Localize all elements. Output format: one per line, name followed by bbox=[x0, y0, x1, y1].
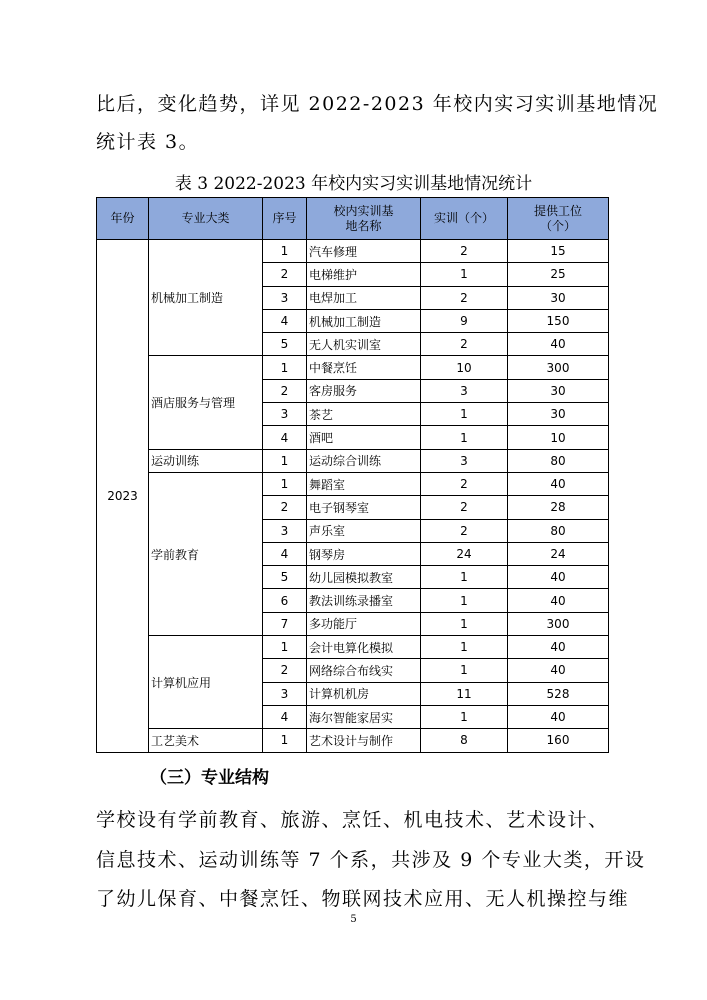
header-category: 专业大类 bbox=[149, 198, 263, 240]
table-row bbox=[97, 636, 609, 659]
seats-cell: 160 bbox=[508, 729, 609, 752]
category-cell: 运动训练 bbox=[149, 449, 263, 472]
index-cell: 1 bbox=[263, 636, 307, 659]
header-seats: 提供工位（个） bbox=[508, 198, 609, 240]
table-row bbox=[97, 472, 609, 495]
index-cell: 3 bbox=[263, 403, 307, 426]
base-name-cell: 无人机实训室 bbox=[307, 333, 421, 356]
base-name-cell: 网络综合布线实 bbox=[307, 659, 421, 682]
count-cell: 3 bbox=[421, 449, 508, 472]
count-cell: 1 bbox=[421, 589, 508, 612]
base-name-cell: 电梯维护 bbox=[307, 263, 421, 286]
base-name-cell: 酒吧 bbox=[307, 426, 421, 449]
index-cell: 2 bbox=[263, 496, 307, 519]
index-cell: 6 bbox=[263, 589, 307, 612]
count-cell: 2 bbox=[421, 286, 508, 309]
seats-cell: 40 bbox=[508, 566, 609, 589]
intro-line-2: 统计表 3。 bbox=[96, 131, 200, 153]
seats-cell: 40 bbox=[508, 333, 609, 356]
seats-cell: 24 bbox=[508, 542, 609, 565]
base-name-cell: 运动综合训练 bbox=[307, 449, 421, 472]
index-cell: 1 bbox=[263, 240, 307, 263]
category-cell: 酒店服务与管理 bbox=[149, 356, 263, 449]
seats-cell: 25 bbox=[508, 263, 609, 286]
seats-cell: 10 bbox=[508, 426, 609, 449]
seats-cell: 300 bbox=[508, 356, 609, 379]
table-row bbox=[97, 729, 609, 752]
index-cell: 3 bbox=[263, 519, 307, 542]
seats-cell: 30 bbox=[508, 286, 609, 309]
count-cell: 10 bbox=[421, 356, 508, 379]
header-count: 实训（个） bbox=[421, 198, 508, 240]
seats-cell: 28 bbox=[508, 496, 609, 519]
base-name-cell: 茶艺 bbox=[307, 403, 421, 426]
index-cell: 2 bbox=[263, 379, 307, 402]
index-cell: 4 bbox=[263, 426, 307, 449]
index-cell: 5 bbox=[263, 566, 307, 589]
seats-cell: 40 bbox=[508, 472, 609, 495]
count-cell: 1 bbox=[421, 263, 508, 286]
page-number: 5 bbox=[350, 914, 357, 925]
count-cell: 2 bbox=[421, 519, 508, 542]
category-cell: 机械加工制造 bbox=[149, 240, 263, 356]
index-cell: 5 bbox=[263, 333, 307, 356]
section-line-2: 信息技术、运动训练等 7 个系，共涉及 9 个专业大类，开设 bbox=[96, 849, 646, 871]
count-cell: 1 bbox=[421, 403, 508, 426]
intro-line-1: 比后，变化趋势，详见 2022-2023 年校内实习实训基地情况 bbox=[96, 93, 659, 115]
index-cell: 1 bbox=[263, 449, 307, 472]
base-name-cell: 电焊加工 bbox=[307, 286, 421, 309]
count-cell: 1 bbox=[421, 659, 508, 682]
count-cell: 8 bbox=[421, 729, 508, 752]
category-cell: 学前教育 bbox=[149, 472, 263, 635]
seats-cell: 40 bbox=[508, 589, 609, 612]
count-cell: 1 bbox=[421, 612, 508, 635]
index-cell: 2 bbox=[263, 263, 307, 286]
base-name-cell: 机械加工制造 bbox=[307, 309, 421, 332]
base-name-cell: 会计电算化模拟 bbox=[307, 636, 421, 659]
base-name-cell: 电子钢琴室 bbox=[307, 496, 421, 519]
count-cell: 11 bbox=[421, 682, 508, 705]
year-cell: 2023 bbox=[97, 240, 149, 753]
count-cell: 24 bbox=[421, 542, 508, 565]
seats-cell: 150 bbox=[508, 309, 609, 332]
index-cell: 2 bbox=[263, 659, 307, 682]
training-base-table bbox=[96, 197, 609, 753]
base-name-cell: 中餐烹饪 bbox=[307, 356, 421, 379]
count-cell: 2 bbox=[421, 240, 508, 263]
section-line-3: 了幼儿保育、中餐烹饪、物联网技术应用、无人机操控与维 bbox=[96, 888, 630, 910]
index-cell: 3 bbox=[263, 682, 307, 705]
count-cell: 1 bbox=[421, 636, 508, 659]
index-cell: 1 bbox=[263, 729, 307, 752]
count-cell: 1 bbox=[421, 426, 508, 449]
base-name-cell: 声乐室 bbox=[307, 519, 421, 542]
count-cell: 1 bbox=[421, 566, 508, 589]
seats-cell: 300 bbox=[508, 612, 609, 635]
table-header-row bbox=[97, 198, 609, 240]
seats-cell: 30 bbox=[508, 403, 609, 426]
count-cell: 2 bbox=[421, 333, 508, 356]
category-cell: 计算机应用 bbox=[149, 636, 263, 729]
table-caption: 表 3 2022-2023 年校内实习实训基地情况统计 bbox=[174, 174, 533, 194]
base-name-cell: 教法训练录播室 bbox=[307, 589, 421, 612]
count-cell: 1 bbox=[421, 705, 508, 728]
table-row bbox=[97, 356, 609, 379]
header-base-name: 校内实训基地名称 bbox=[307, 198, 421, 240]
base-name-cell: 幼儿园模拟教室 bbox=[307, 566, 421, 589]
seats-cell: 40 bbox=[508, 705, 609, 728]
base-name-cell: 汽车修理 bbox=[307, 240, 421, 263]
base-name-cell: 多功能厅 bbox=[307, 612, 421, 635]
section-line-1: 学校设有学前教育、旅游、烹饪、机电技术、艺术设计、 bbox=[96, 809, 609, 831]
base-name-cell: 舞蹈室 bbox=[307, 472, 421, 495]
table-body bbox=[97, 240, 609, 753]
seats-cell: 528 bbox=[508, 682, 609, 705]
seats-cell: 40 bbox=[508, 659, 609, 682]
header-index: 序号 bbox=[263, 198, 307, 240]
base-name-cell: 艺术设计与制作 bbox=[307, 729, 421, 752]
count-cell: 2 bbox=[421, 472, 508, 495]
index-cell: 3 bbox=[263, 286, 307, 309]
header-year: 年份 bbox=[97, 198, 149, 240]
index-cell: 4 bbox=[263, 309, 307, 332]
count-cell: 3 bbox=[421, 379, 508, 402]
seats-cell: 80 bbox=[508, 519, 609, 542]
index-cell: 4 bbox=[263, 705, 307, 728]
base-name-cell: 海尔智能家居实 bbox=[307, 705, 421, 728]
seats-cell: 15 bbox=[508, 240, 609, 263]
seats-cell: 80 bbox=[508, 449, 609, 472]
section-heading: （三）专业结构 bbox=[150, 768, 269, 788]
index-cell: 1 bbox=[263, 356, 307, 379]
base-name-cell: 客房服务 bbox=[307, 379, 421, 402]
seats-cell: 40 bbox=[508, 636, 609, 659]
table-row bbox=[97, 240, 609, 263]
index-cell: 7 bbox=[263, 612, 307, 635]
table-row bbox=[97, 449, 609, 472]
count-cell: 2 bbox=[421, 496, 508, 519]
index-cell: 1 bbox=[263, 472, 307, 495]
seats-cell: 30 bbox=[508, 379, 609, 402]
count-cell: 9 bbox=[421, 309, 508, 332]
base-name-cell: 计算机机房 bbox=[307, 682, 421, 705]
category-cell: 工艺美术 bbox=[149, 729, 263, 752]
index-cell: 4 bbox=[263, 542, 307, 565]
base-name-cell: 钢琴房 bbox=[307, 542, 421, 565]
